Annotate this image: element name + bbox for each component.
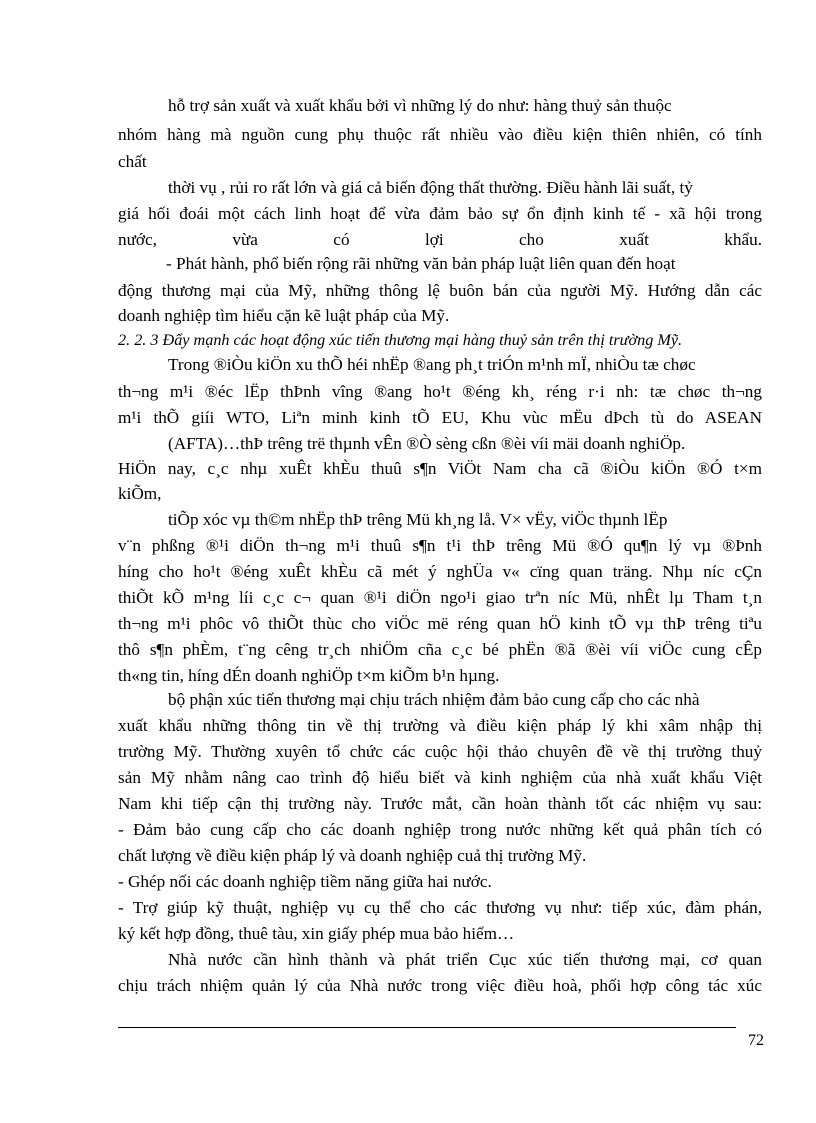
text-line: th¬ng m¹i phôc vô thiÕt thùc cho viÖc më réng quan hÖ kinh tÕ vµ thÞ trêng tiªu bbox=[118, 614, 762, 633]
text-line: tiÕp xóc vµ th©m nhËp thÞ trêng Mü kh¸ng lå. V× vËy, viÖc thµnh lËp bbox=[168, 510, 668, 529]
footer-divider bbox=[118, 1027, 736, 1028]
text-line: nước, vừa có lợi cho xuất khẩu. bbox=[118, 230, 762, 249]
text-line: m¹i thÕ giíi WTO, Liªn minh kinh tÕ EU, Khu vùc mËu dÞch tù do ASEAN bbox=[118, 408, 762, 427]
page-number: 72 bbox=[748, 1032, 764, 1049]
text-line: v¨n phßng ®¹i diÖn th¬ng m¹i thuû s¶n t¹i thÞ trêng Mü ®Ó qu¶n lý vµ ®Þnh bbox=[118, 536, 762, 555]
list-item: - Đảm bảo cung cấp cho các doanh nghiệp trong nước những kết quả phân tích có bbox=[118, 820, 762, 839]
text-line: sản Mỹ nhằm nâng cao trình độ hiểu biết và kinh nghiệm của nhà xuất khẩu Việt bbox=[118, 768, 762, 787]
text-line: chịu trách nhiệm quản lý của Nhà nước trong việc điều hoà, phối hợp công tác xúc bbox=[118, 976, 762, 995]
text-line: (AFTA)…thÞ trêng trë thµnh vÊn ®Ò sèng cßn ®èi víi mäi doanh nghiÖp. bbox=[168, 434, 686, 453]
text-line: Nam khi tiếp cận thị trường này. Trước mắt, cần hoàn thành tốt các nhiệm vụ sau: bbox=[118, 794, 762, 813]
text-line: ký kết hợp đồng, thuê tàu, xin giấy phép mua bảo hiểm… bbox=[118, 924, 515, 943]
text-line: thô s¶n phÈm, t¨ng cêng tr¸ch nhiÖm cña c¸c bé phËn ®ã ®èi víi viÖc cung cÊp bbox=[118, 640, 762, 659]
list-item: - Ghép nối các doanh nghiệp tiềm năng giữa hai nước. bbox=[118, 872, 492, 891]
text-line: th¬ng m¹i ®éc lËp thÞnh vîng ®ang ho¹t ®éng kh¸ réng r·i nh: tæ chøc th¬ng bbox=[118, 382, 762, 401]
text-line: - Phát hành, phổ biến rộng rãi những văn bản pháp luật liên quan đến hoạt bbox=[166, 254, 676, 273]
text-line: Nhà nước cần hình thành và phát triển Cục xúc tiến thương mại, cơ quan bbox=[168, 950, 762, 969]
text-line: thời vụ , rủi ro rất lớn và giá cả biến động thất thường. Điều hành lãi suất, tỷ bbox=[168, 178, 693, 197]
list-item: - Trợ giúp kỹ thuật, nghiệp vụ cụ thể cho các thương vụ như: tiếp xúc, đàm phán, bbox=[118, 898, 762, 917]
text-line: th«ng tin, híng dÉn doanh nghiÖp t×m kiÕm b¹n hµng. bbox=[118, 666, 500, 685]
text-line: doanh nghiệp tìm hiểu cặn kẽ luật pháp của Mỹ. bbox=[118, 306, 450, 325]
text-line: chất lượng về điều kiện pháp lý và doanh nghiệp cuả thị trường Mỹ. bbox=[118, 846, 587, 865]
text-line: bộ phận xúc tiến thương mại chịu trách nhiệm đảm bảo cung cấp cho các nhà bbox=[168, 690, 700, 709]
text-line: giá hối đoái một cách linh hoạt để vừa đảm bảo sự ổn định kinh tế - xã hội trong bbox=[118, 204, 762, 223]
section-heading: 2. 2. 3 Đẩy mạnh các hoạt động xúc tiến thương mại hàng thuỷ sản trên thị trường Mỹ. bbox=[118, 331, 683, 349]
text-line: xuất khẩu những thông tin về thị trường và điều kiện pháp lý khi xâm nhập thị bbox=[118, 716, 762, 735]
text-line: Trong ®iÒu kiÖn xu thÕ héi nhËp ®ang ph¸t triÓn m¹nh mÏ, nhiÒu tæ chøc bbox=[168, 355, 696, 374]
text-line: híng cho ho¹t ®éng xuÊt khÈu cã mét ý nghÜa v« cïng quan träng. Nhµ níc cÇn bbox=[118, 562, 762, 581]
text-line: kiÕm, bbox=[118, 484, 162, 503]
text-line: hỗ trợ sản xuất và xuất khẩu bởi vì những lý do như: hàng thuỷ sản thuộc bbox=[168, 96, 672, 115]
text-line: thiÕt kÕ m¹ng líi c¸c c¬ quan ®¹i diÖn ngo¹i giao trªn níc Mü, nhÊt lµ Tham t¸n bbox=[118, 588, 762, 607]
text-line: nhóm hàng mà nguồn cung phụ thuộc rất nhiều vào điều kiện thiên nhiên, có tính bbox=[118, 125, 762, 144]
text-line: HiÖn nay, c¸c nhµ xuÊt khÈu thuû s¶n ViÖt Nam cha cã ®iÒu kiÖn ®Ó t×m bbox=[118, 459, 762, 478]
text-line: chất bbox=[118, 152, 147, 171]
text-line: trường Mỹ. Thường xuyên tổ chức các cuộc hội thảo chuyên đề về thị trường thuỷ bbox=[118, 742, 762, 761]
text-line: động thương mại của Mỹ, những thông lệ buôn bán của người Mỹ. Hướng dẫn các bbox=[118, 281, 762, 300]
